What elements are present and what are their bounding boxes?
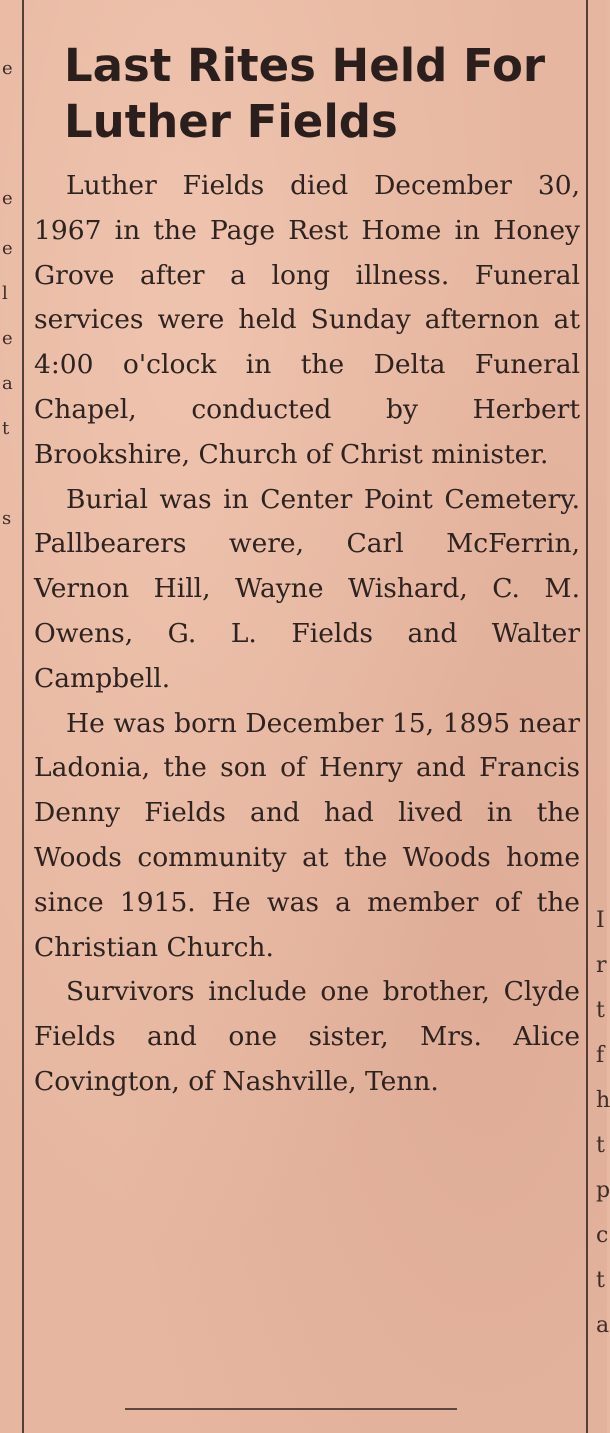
paragraph-burial: Burial was in Center Point Cemetery. Pallbearers were, Carl McFerrin, Vernon Hill, Wayne Wishard, C. M. Owens, G. L. Fields and Walter Campbell. xyxy=(34,483,580,694)
right-fragment: I xyxy=(596,908,605,933)
paragraph-biography: He was born December 15, 1895 near Ladonia, the son of Henry and Francis Denny Fields and had lived in the Woods community at the Woods home since 1915. He was a member of the Christian Church. xyxy=(34,707,580,963)
paragraph-death-notice: Luther Fields died December 30, 1967 in the Page Rest Home in Honey Grove after a long illness. Funeral services were held Sunday afternon at 4:00 o'clock in the Delta Funeral Chapel, conducted by Herbert Brookshire, Church of Christ minister. xyxy=(34,170,580,470)
right-fragment: r xyxy=(596,953,607,978)
right-fragment: t xyxy=(596,1268,605,1293)
right-fragment: a xyxy=(596,1313,610,1338)
left-fragment: a xyxy=(2,373,13,394)
adjacent-column-left xyxy=(0,0,20,1433)
left-fragment: e xyxy=(2,328,13,349)
article-body xyxy=(34,164,580,1105)
right-fragment: p xyxy=(596,1178,610,1203)
headline-line-1: Last Rites Held For xyxy=(64,39,546,92)
right-fragment: t xyxy=(596,1133,605,1158)
article-end-rule xyxy=(125,1408,457,1410)
adjacent-column-right xyxy=(594,0,610,1433)
left-fragment: e xyxy=(2,58,13,79)
obituary-article xyxy=(34,38,580,1105)
paragraph-survivors: Survivors include one brother, Clyde Fields and one sister, Mrs. Alice Covington, of Nashville, Tenn. xyxy=(34,976,580,1097)
right-fragment: h xyxy=(596,1088,610,1113)
left-fragment: e xyxy=(2,238,13,259)
left-fragment: s xyxy=(2,508,12,529)
left-fragment: e xyxy=(2,188,13,209)
left-fragment: l xyxy=(2,283,8,304)
right-fragment: f xyxy=(596,1043,605,1068)
column-rule-left xyxy=(22,0,24,1433)
headline-line-2: Luther Fields xyxy=(64,95,398,148)
right-fragment: c xyxy=(596,1223,609,1248)
left-fragment: t xyxy=(2,418,10,439)
column-rule-right xyxy=(586,0,588,1433)
headline xyxy=(34,38,580,150)
right-fragment: t xyxy=(596,998,605,1023)
